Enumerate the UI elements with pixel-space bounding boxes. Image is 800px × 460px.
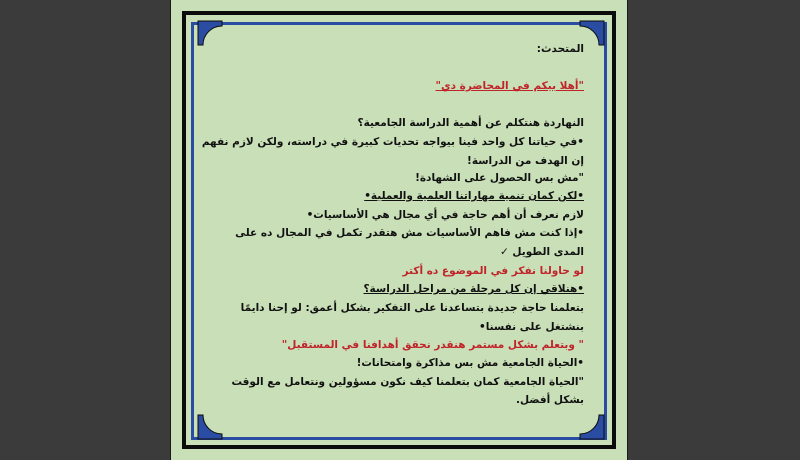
text-line: بشكل أفضل. [516,394,584,406]
red-text-line: لو حاولنا نفكر في الموضوع ده أكتر [402,265,584,277]
text-line: •لكن كمان تنمية مهاراتنا العلمية والعملية• [364,190,584,202]
text-line: لازم نعرف أن أهم حاجة في أي مجال هي الأساسيات• [306,209,584,221]
document-page [170,0,628,460]
text-line: "الحياة الجامعية كمان بتعلمنا كيف نكون مسؤولين ونتعامل مع الوقت [231,376,584,388]
corner-ornament-bottom-right-icon [579,414,605,440]
text-line: •هنلاقي إن كل مرحلة من مراحل الدراسة؟ [363,283,584,295]
text-line: إن الهدف من الدراسة! [467,155,584,167]
greeting-line: "أهلا بيكم في المحاضرة دي" [435,80,584,92]
text-line: المدى الطويل ✓ [499,246,584,258]
speaker-label: المتحدث: [536,43,584,55]
text-line: •الحياة الجامعية مش بس مذاكرة وامتحانات! [356,357,584,369]
text-line: •إذا كنت مش فاهم الأساسيات مش هتقدر تكمل في المجال ده على [235,227,584,239]
corner-ornament-bottom-left-icon [197,414,223,440]
text-line: "مش بس الحصول على الشهادة! [415,172,584,184]
text-line: بنشتغل على نفسنا• [478,321,584,333]
text-line: •في حياتنا كل واحد فينا بيواجه تحديات كبيرة في دراسته، ولكن لازم نفهم [201,136,584,148]
corner-ornament-top-left-icon [197,20,223,46]
text-line: بتعلمنا حاجة جديدة بتساعدنا على التفكير بشكل أعمق: لو إحنا دايمًا [240,302,584,314]
red-text-line: " وبتعلم بشكل مستمر هنقدر نحقق أهدافنا في المستقبل" [281,339,584,351]
text-line: النهاردة هنتكلم عن أهمية الدراسة الجامعية؟ [357,117,584,129]
